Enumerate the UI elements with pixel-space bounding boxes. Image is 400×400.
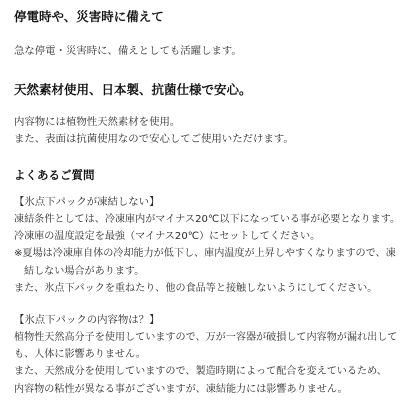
answer-line: また、天然成分を使用していますので、製造時期によって配合を変えているため、 [14, 366, 387, 378]
disaster-text: 急な停電・災害時に、備えとしても活躍します。 [14, 45, 242, 57]
answer-line: 植物性天然高分子を使用していますので、万が一容器が破損して内容物が漏れ出して [14, 332, 398, 344]
heading-disaster: 停電時や、災害時に備えて [14, 9, 164, 24]
answer-line: また、氷点下パックを重ねたり、他の食品等と接触しないようにしてください。 [14, 282, 378, 294]
answer-line: 結しない場合があります。 [24, 265, 145, 277]
faq-answer-2 [14, 329, 398, 398]
materials-text [14, 114, 394, 148]
answer-line: 冷凍庫の温度設定を最強（マイナス20℃）にセットしてください。 [14, 231, 321, 243]
heading-materials: 天然素材使用、日本製、抗菌仕様で安心。 [14, 82, 252, 97]
answer-line: 内容物の粘性が異なる事がございますが、凍結能力には影響ありません。 [14, 383, 348, 395]
faq-title: よくあるご質問 [14, 168, 95, 182]
faq-answer-1 [14, 211, 400, 297]
materials-line: また、表面は抗菌使用なので安心してご使用いただけます。 [14, 133, 294, 145]
faq-question-1: 【氷点下パックが凍結しない】 [14, 196, 160, 208]
materials-line: 内容物には植物性天然素材を使用。 [14, 116, 181, 128]
answer-line: ※夏場は冷凍庫自体の冷却能力が低下し、庫内温度が上昇しやすくなりますので、凍 [14, 248, 396, 260]
document-content [14, 4, 400, 398]
faq-question-2: 【氷点下パックの内容物は？】 [14, 314, 160, 327]
answer-line: も、人体に影響ありません。 [14, 349, 146, 361]
answer-line: 凍結条件としては、冷凍庫内がマイナス20℃以下になっている事が必要となります。 [14, 214, 400, 225]
